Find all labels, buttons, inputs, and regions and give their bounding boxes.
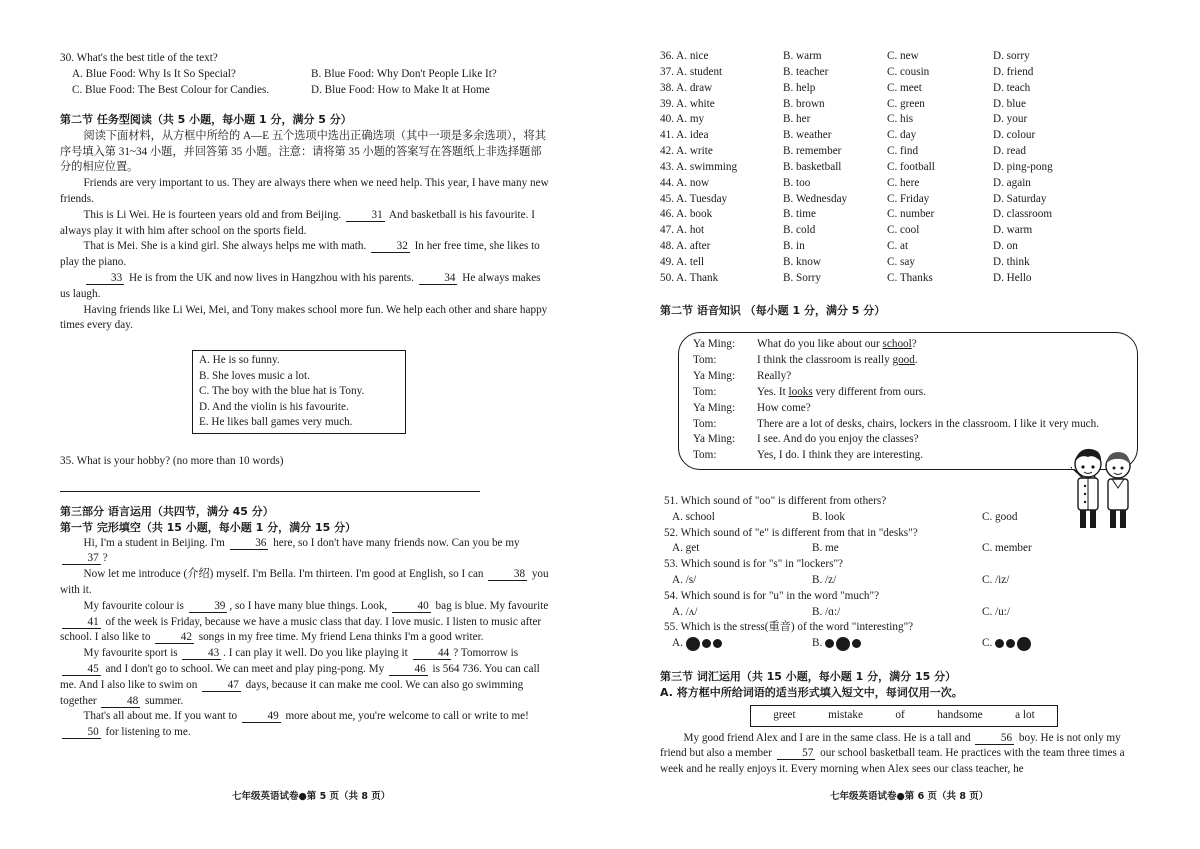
task-reading-section bbox=[60, 112, 550, 492]
question-35: 35. What is your hobby? (no more than 10 words) bbox=[60, 454, 284, 467]
choice-45-c[interactable]: C. Friday bbox=[887, 192, 930, 205]
option-b[interactable]: B. Blue Food: Why Don't People Like It? bbox=[311, 67, 497, 80]
cloze-choices-table bbox=[660, 49, 1140, 287]
choice-40-d[interactable]: D. your bbox=[993, 113, 1028, 126]
option-a[interactable]: A. Blue Food: Why Is It So Special? bbox=[72, 67, 236, 80]
page-footer: 七年级英语试卷●第 5 页（共 8 页） bbox=[232, 791, 391, 802]
question-54: 54. Which sound is for "u" in the word "much"? bbox=[664, 589, 880, 602]
choice-50-a[interactable]: 50. A. Thank bbox=[660, 271, 719, 284]
right-page bbox=[660, 0, 1140, 849]
blank-48[interactable]: 48 bbox=[101, 695, 140, 708]
choice-40-a[interactable]: 40. A. my bbox=[660, 113, 705, 126]
word-bank bbox=[750, 705, 1058, 727]
choice-49-c[interactable]: C. say bbox=[887, 255, 915, 268]
choice-48-b[interactable]: B. in bbox=[783, 240, 805, 253]
choice-50-d[interactable]: D. Hello bbox=[993, 271, 1032, 284]
choice-41-b[interactable]: B. weather bbox=[783, 129, 832, 142]
cloze-section bbox=[60, 504, 550, 741]
box-option-d[interactable]: D. And the violin is his favourite. bbox=[199, 400, 349, 413]
choice-45-d[interactable]: D. Saturday bbox=[993, 192, 1047, 205]
question-52: 52. Which sound of "e" is different from that in "desks"? bbox=[664, 526, 918, 539]
dialog-line: Ya Ming: I see. And do you enjoy the classes? bbox=[693, 433, 919, 446]
choice-40-b[interactable]: B. her bbox=[783, 113, 811, 126]
blank-39[interactable]: 39 bbox=[189, 600, 228, 613]
blank-41[interactable]: 41 bbox=[62, 616, 101, 629]
blank-36[interactable]: 36 bbox=[230, 537, 269, 550]
choice-38-a[interactable]: 38. A. draw bbox=[660, 81, 713, 94]
dialog-line: Ya Ming: What do you like about our school? bbox=[693, 338, 917, 350]
blank-57[interactable]: 57 bbox=[777, 747, 816, 760]
section-heading: 第三节 词汇运用（共 15 小题，每小题 1 分，满分 15 分） bbox=[660, 670, 957, 683]
blank-38[interactable]: 38 bbox=[488, 568, 527, 581]
choice-37-a[interactable]: 37. A. student bbox=[660, 65, 723, 78]
blank-56[interactable]: 56 bbox=[975, 732, 1014, 745]
choice-42-d[interactable]: D. read bbox=[993, 145, 1026, 158]
choice-47-b[interactable]: B. cold bbox=[783, 224, 816, 237]
option-c[interactable]: C. bbox=[982, 636, 1140, 652]
choice-48-d[interactable]: D. on bbox=[993, 240, 1018, 253]
section-instruction: A. 将方框中所给词语的适当形式填入短文中，每词仅用一次。 bbox=[660, 685, 963, 699]
blank-40[interactable]: 40 bbox=[392, 600, 431, 613]
choice-38-d[interactable]: D. teach bbox=[993, 81, 1031, 94]
word: greet bbox=[773, 708, 796, 721]
option-c[interactable]: C. /u:/ bbox=[982, 605, 1010, 618]
choice-39-d[interactable]: D. blue bbox=[993, 97, 1026, 110]
option-a[interactable]: A. /ʌ/ bbox=[672, 605, 698, 618]
choice-46-c[interactable]: C. number bbox=[887, 208, 935, 221]
choice-41-c[interactable]: C. day bbox=[887, 129, 917, 142]
paragraph: That is Mei. She is a kind girl. She always helps me with math. 32 In her free time, she likes to play the piano. bbox=[60, 240, 540, 269]
option-c[interactable]: C. good bbox=[982, 510, 1018, 523]
word: a lot bbox=[1015, 708, 1035, 721]
paragraph: This is Li Wei. He is fourteen years old and from Beijing. 31 And basketball is his favourite. I always play it with him after school on the sports field. bbox=[60, 208, 535, 237]
choice-46-d[interactable]: D. classroom bbox=[993, 208, 1053, 221]
section-heading: 第一节 完形填空（共 15 小题，每小题 1 分，满分 15 分） bbox=[60, 520, 357, 534]
choice-42-a[interactable]: 42. A. write bbox=[660, 145, 713, 158]
stress-dots-icon bbox=[825, 637, 861, 651]
choice-39-c[interactable]: C. green bbox=[887, 97, 925, 110]
option-d[interactable]: D. Blue Food: How to Make It at Home bbox=[311, 83, 490, 96]
option-c[interactable]: C. member bbox=[982, 542, 1032, 555]
question-30-options bbox=[60, 67, 550, 99]
question-30 bbox=[60, 51, 550, 98]
question-53-options bbox=[660, 573, 1140, 589]
question-51-options bbox=[660, 510, 1140, 526]
choice-47-c[interactable]: C. cool bbox=[887, 224, 920, 237]
question-51: 51. Which sound of "oo" is different from others? bbox=[664, 495, 887, 507]
stress-dots-icon bbox=[686, 637, 722, 651]
choice-48-c[interactable]: C. at bbox=[887, 240, 909, 253]
question-30-text: 30. What's the best title of the text? bbox=[60, 52, 218, 64]
phonics-questions bbox=[660, 494, 1140, 652]
choice-43-b[interactable]: B. basketball bbox=[783, 160, 842, 173]
question-52-options bbox=[660, 541, 1140, 557]
box-option-b[interactable]: B. She loves music a lot. bbox=[199, 369, 310, 382]
choice-36-d[interactable]: D. sorry bbox=[993, 50, 1030, 62]
box-option-a[interactable]: A. He is so funny. bbox=[199, 354, 280, 367]
choice-38-c[interactable]: C. meet bbox=[887, 81, 922, 94]
dialog-line: Tom: There are a lot of desks, chairs, lockers in the classroom. I like it very much. bbox=[693, 417, 1100, 430]
choice-49-d[interactable]: D. think bbox=[993, 255, 1030, 268]
choice-43-c[interactable]: C. football bbox=[887, 160, 935, 173]
choice-37-b[interactable]: B. teacher bbox=[783, 65, 829, 78]
dialog-line: Ya Ming: Really? bbox=[693, 369, 792, 382]
choice-41-a[interactable]: 41. A. idea bbox=[660, 129, 709, 142]
option-c[interactable]: C. /iz/ bbox=[982, 573, 1010, 586]
choice-39-b[interactable]: B. brown bbox=[783, 97, 825, 110]
box-option-e[interactable]: E. He likes ball games very much. bbox=[199, 416, 353, 429]
page-footer: 七年级英语试卷●第 6 页（共 8 页） bbox=[830, 791, 989, 802]
choice-42-c[interactable]: C. find bbox=[887, 145, 919, 158]
choice-36-c[interactable]: C. new bbox=[887, 50, 919, 62]
choice-36-a[interactable]: 36. A. nice bbox=[660, 50, 709, 62]
word: handsome bbox=[937, 708, 983, 721]
blank-45[interactable]: 45 bbox=[62, 663, 101, 676]
part-heading: 第三部分 语言运用（共四节，满分 45 分） bbox=[60, 505, 274, 518]
choice-37-c[interactable]: C. cousin bbox=[887, 65, 930, 78]
dialog-line: Ya Ming: How come? bbox=[693, 401, 811, 414]
option-b[interactable]: B. /ɑ:/ bbox=[812, 605, 841, 618]
question-54-options bbox=[660, 605, 1140, 621]
dialog-lines bbox=[693, 337, 1127, 464]
dialog-line: Tom: Yes. It looks very different from ours. bbox=[693, 385, 926, 398]
choice-45-b[interactable]: B. Wednesday bbox=[783, 192, 848, 205]
blank-44[interactable]: 44 bbox=[413, 647, 452, 660]
option-b[interactable]: B. look bbox=[812, 510, 845, 523]
choice-46-b[interactable]: B. time bbox=[783, 208, 816, 221]
passage: My good friend Alex and I are in the same class. He is a tall and 56 boy. He is not only my friend but also a member 57 our school basketball team. He practices with the team three times a week and he really enjoys it. Every morning when Alex sees our class teacher, he bbox=[660, 731, 1125, 776]
vocabulary-section bbox=[660, 669, 1140, 778]
choice-40-c[interactable]: C. his bbox=[887, 113, 914, 126]
cloze-paragraph: My favourite colour is 39 , so I have many blue things. Look, 40 bag is blue. My favourite 41 of the week is Friday, because we have a music class that day. I love music. I listen to music after school. I also like to 42 songs in my free time. My friend Lena thinks I'm a good writer. bbox=[60, 599, 549, 644]
choice-44-c[interactable]: C. here bbox=[887, 176, 920, 189]
dialog-line: Tom: I think the classroom is really good. bbox=[693, 353, 918, 366]
blank-31[interactable]: 31 bbox=[346, 209, 385, 222]
phonics-heading: 第二节 语音知识 （每小题 1 分，满分 5 分） bbox=[660, 304, 886, 317]
cloze-paragraph: That's all about me. If you want to 49 more about me, you're welcome to call or write to me! 50 for listening to me. bbox=[60, 709, 550, 741]
option-a[interactable]: A. school bbox=[672, 510, 715, 523]
word: of bbox=[895, 708, 905, 721]
choice-38-b[interactable]: B. help bbox=[783, 81, 816, 94]
choice-42-b[interactable]: B. remember bbox=[783, 145, 842, 158]
section-heading: 第二节 任务型阅读（共 5 小题，每小题 1 分，满分 5 分） bbox=[60, 113, 352, 126]
blank-34[interactable]: 34 bbox=[419, 272, 458, 285]
choice-50-c[interactable]: C. Thanks bbox=[887, 271, 933, 284]
choice-50-b[interactable]: B. Sorry bbox=[783, 271, 821, 284]
blank-49[interactable]: 49 bbox=[242, 710, 281, 723]
choice-43-a[interactable]: 43. A. swimming bbox=[660, 160, 738, 173]
choice-43-d[interactable]: D. ping-pong bbox=[993, 160, 1053, 173]
option-a[interactable]: A. /s/ bbox=[672, 573, 697, 586]
cloze-paragraph: My favourite sport is 43 . I can play it well. Do you like playing it 44 ? Tomorrow is 45 and I don't go to school. We can meet and play ping-pong. My 46 is 564 736. You can call me. And I also like to swim on 47 days, because it can make me cool. We can also go swimming together 48 summer. bbox=[60, 647, 540, 707]
question-55-options bbox=[660, 636, 1140, 652]
choice-37-d[interactable]: D. friend bbox=[993, 65, 1034, 78]
option-a[interactable]: A. get bbox=[672, 542, 700, 555]
question-53: 53. Which sound is for "s" in "lockers"? bbox=[664, 558, 844, 571]
blank-37[interactable]: 37 bbox=[62, 552, 101, 565]
blank-32[interactable]: 32 bbox=[371, 240, 410, 253]
option-c[interactable]: C. Blue Food: The Best Colour for Candies. bbox=[72, 83, 270, 96]
option-b[interactable]: B. /z/ bbox=[812, 573, 837, 586]
dialog-line: Tom: Yes, I do. I think they are interesting. bbox=[693, 449, 924, 462]
paragraph: 33 He is from the UK and now lives in Hangzhou with his parents. 34 He always makes us laugh. bbox=[60, 271, 541, 300]
choice-45-a[interactable]: 45. A. Tuesday bbox=[660, 192, 728, 205]
choice-44-a[interactable]: 44. A. now bbox=[660, 176, 710, 189]
option-b[interactable]: B. me bbox=[812, 542, 839, 555]
question-55: 55. Which is the stress(重音) of the word "interesting"? bbox=[664, 621, 914, 634]
choice-41-d[interactable]: D. colour bbox=[993, 129, 1036, 142]
options-box bbox=[192, 350, 406, 434]
blank-50[interactable]: 50 bbox=[62, 726, 101, 739]
stress-dots-icon bbox=[995, 637, 1031, 651]
word: mistake bbox=[828, 708, 863, 721]
box-option-c[interactable]: C. The boy with the blue hat is Tony. bbox=[199, 385, 365, 398]
blank-46[interactable]: 46 bbox=[389, 663, 428, 676]
choice-44-b[interactable]: B. too bbox=[783, 176, 811, 189]
choice-39-a[interactable]: 39. A. white bbox=[660, 97, 715, 110]
blank-47[interactable]: 47 bbox=[202, 679, 241, 692]
paragraph: Friends are very important to us. They are always there when we need help. This year, I have many new friends. bbox=[60, 177, 549, 205]
choice-44-d[interactable]: D. again bbox=[993, 176, 1031, 189]
choice-47-d[interactable]: D. warm bbox=[993, 224, 1033, 237]
cloze-paragraph: Now let me introduce (介绍) myself. I'm Bella. I'm thirteen. I'm good at English, so I can 38 you with it. bbox=[60, 568, 549, 596]
option-b[interactable]: B. bbox=[812, 636, 982, 652]
cloze-paragraph: Hi, I'm a student in Beijing. I'm 36 here, so I don't have many friends now. Can you be my 37 ? bbox=[60, 536, 550, 568]
choice-48-a[interactable]: 48. A. after bbox=[660, 240, 711, 253]
choice-49-a[interactable]: 49. A. tell bbox=[660, 255, 705, 268]
choice-47-a[interactable]: 47. A. hot bbox=[660, 224, 705, 237]
blank-43[interactable]: 43 bbox=[182, 647, 221, 660]
blank-42[interactable]: 42 bbox=[155, 631, 194, 644]
instruction: 阅读下面材料，从方框中所给的 A—E 五个选项中选出正确选项（其中一项是多余选项），将其序号填入第 31~34 小题，并回答第 35 小题。注意：请将第 35 小题的答案写在答题纸上非选择题部分的相应位置。 bbox=[60, 129, 546, 174]
paragraph: Having friends like Li Wei, Mei, and Tony makes school more fun. We help each other and share happy times every day. bbox=[60, 303, 548, 332]
choice-46-a[interactable]: 46. A. book bbox=[660, 208, 713, 221]
option-a[interactable]: A. bbox=[672, 636, 812, 652]
blank-33[interactable]: 33 bbox=[86, 272, 125, 285]
left-page bbox=[60, 0, 550, 849]
answer-line-35[interactable] bbox=[60, 477, 480, 492]
choice-49-b[interactable]: B. know bbox=[783, 255, 821, 268]
choice-36-b[interactable]: B. warm bbox=[783, 50, 822, 62]
